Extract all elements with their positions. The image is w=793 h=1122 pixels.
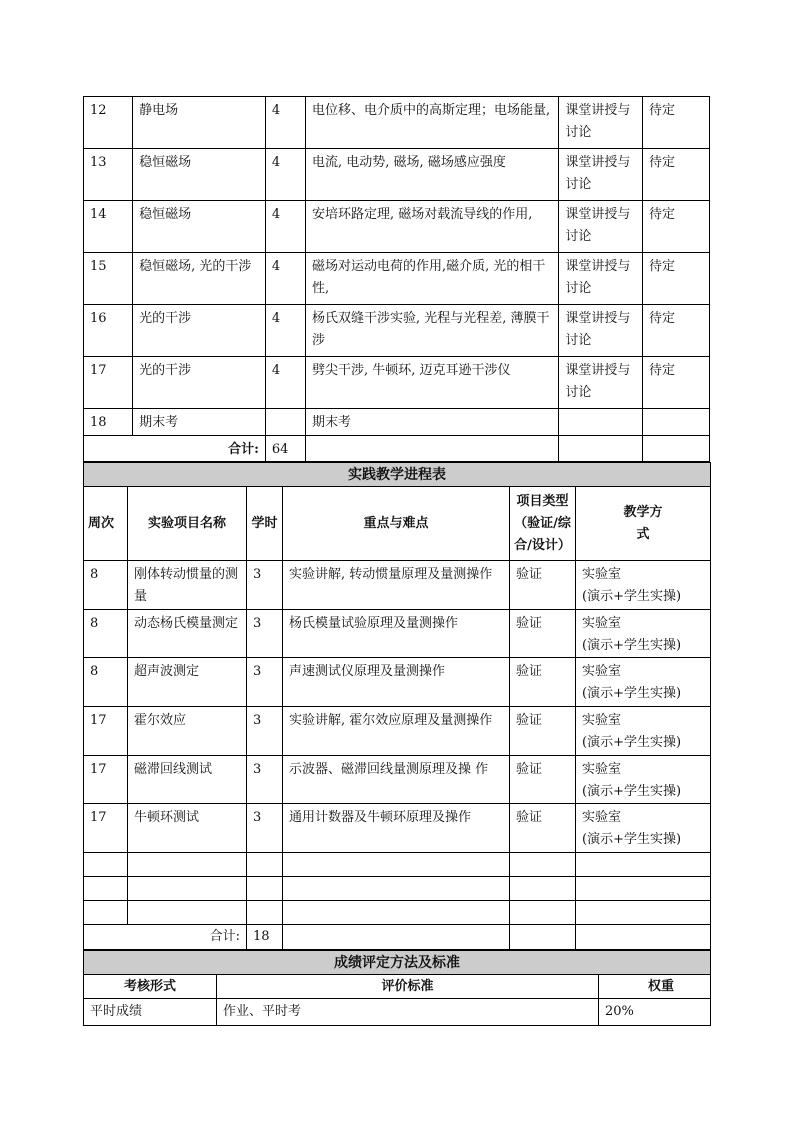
theory-row — [84, 409, 710, 436]
type-cell: 验证 — [510, 804, 576, 853]
practice-row — [84, 804, 711, 853]
week-cell: 15 — [84, 253, 133, 305]
practice-row — [84, 658, 711, 707]
topic-cell: 期末考 — [133, 409, 266, 436]
week-cell: 13 — [84, 149, 133, 201]
method-cell: 课堂讲授与讨论 — [559, 97, 643, 149]
practice-row — [84, 756, 711, 804]
method-line2: (演示+学生实操) — [582, 589, 682, 604]
remark-cell: 待定 — [643, 97, 710, 149]
practice-row — [84, 561, 711, 610]
header-focus: 重点与难点 — [283, 487, 510, 561]
header-hours: 学时 — [247, 487, 283, 561]
method-cell — [576, 804, 711, 853]
theory-row — [84, 357, 710, 409]
hours-cell: 3 — [247, 561, 283, 610]
week-cell: 8 — [84, 561, 128, 610]
week-cell: 17 — [84, 804, 128, 853]
form-cell: 平时成绩 — [84, 999, 217, 1026]
method-cell: 课堂讲授与讨论 — [559, 357, 643, 409]
header-name: 实验项目名称 — [128, 487, 247, 561]
grading-title: 成绩评定方法及标准 — [84, 951, 711, 975]
method-cell: 课堂讲授与讨论 — [559, 149, 643, 201]
experiment-name-cell: 磁滞回线测试 — [128, 756, 247, 804]
content-cell: 劈尖干涉, 牛顿环, 迈克耳逊干涉仪 — [306, 357, 559, 409]
method-cell: 课堂讲授与讨论 — [559, 201, 643, 253]
method-line1: 实验室 — [582, 616, 622, 631]
theory-total-label: 合计: — [84, 436, 266, 462]
method-line2: (演示+学生实操) — [582, 735, 682, 750]
week-cell: 17 — [84, 756, 128, 804]
method-line2: (演示+学生实操) — [582, 832, 682, 847]
week-cell: 17 — [84, 707, 128, 756]
focus-cell: 声速测试仪原理及量测操作 — [283, 658, 510, 707]
method-cell — [576, 756, 711, 804]
method-cell — [576, 658, 711, 707]
header-method: 教学方式 — [576, 487, 711, 561]
method-cell — [559, 409, 643, 436]
method-line1: 实验室 — [582, 810, 622, 825]
method-line2: (演示+学生实操) — [582, 638, 682, 653]
hours-cell: 3 — [247, 707, 283, 756]
focus-cell: 杨氏模量试验原理及量测操作 — [283, 610, 510, 658]
document-page — [83, 96, 710, 1026]
content-cell: 电流, 电动势, 磁场, 磁场感应强度 — [306, 149, 559, 201]
week-cell: 18 — [84, 409, 133, 436]
remark-cell: 待定 — [643, 357, 710, 409]
remark-cell — [643, 409, 710, 436]
header-week: 周次 — [84, 487, 128, 561]
grading-header-row — [84, 975, 711, 999]
hours-cell: 4 — [265, 253, 305, 305]
grading-row — [84, 999, 711, 1026]
practice-empty-row — [84, 877, 711, 901]
hours-cell: 4 — [265, 305, 305, 357]
type-cell: 验证 — [510, 561, 576, 610]
focus-cell: 实验讲解, 转动惯量原理及量测操作 — [283, 561, 510, 610]
practice-title: 实践教学进程表 — [84, 463, 711, 487]
content-cell: 期末考 — [306, 409, 559, 436]
method-line2: (演示+学生实操) — [582, 784, 682, 799]
week-cell: 8 — [84, 658, 128, 707]
content-cell: 安培环路定理, 磁场对载流导线的作用, — [306, 201, 559, 253]
week-cell: 14 — [84, 201, 133, 253]
remark-cell: 待定 — [643, 253, 710, 305]
theory-row — [84, 253, 710, 305]
method-line1: 实验室 — [582, 762, 622, 777]
hours-cell — [265, 409, 305, 436]
week-cell: 12 — [84, 97, 133, 149]
topic-cell: 光的干涉 — [133, 305, 266, 357]
practice-total-row — [84, 925, 711, 950]
topic-cell: 光的干涉 — [133, 357, 266, 409]
theory-schedule-table — [83, 96, 710, 462]
practice-header-row — [84, 487, 711, 561]
method-cell — [576, 610, 711, 658]
remark-cell: 待定 — [643, 201, 710, 253]
grading-title-row — [84, 951, 711, 975]
theory-row — [84, 97, 710, 149]
remark-cell: 待定 — [643, 149, 710, 201]
method-cell: 课堂讲授与讨论 — [559, 305, 643, 357]
week-cell: 17 — [84, 357, 133, 409]
grading-table — [83, 950, 711, 1026]
hours-cell: 3 — [247, 756, 283, 804]
hours-cell: 4 — [265, 97, 305, 149]
theory-total-row — [84, 436, 710, 462]
experiment-name-cell: 牛顿环测试 — [128, 804, 247, 853]
remark-cell: 待定 — [643, 305, 710, 357]
focus-cell: 示波器、磁滞回线量测原理及操 作 — [283, 756, 510, 804]
weight-cell: 20% — [599, 999, 711, 1026]
topic-cell: 静电场 — [133, 97, 266, 149]
experiment-name-cell: 刚体转动惯量的测量 — [128, 561, 247, 610]
header-type: 项目类型（验证/综合/设计） — [510, 487, 576, 561]
hours-cell: 4 — [265, 149, 305, 201]
grading-header-weight: 权重 — [599, 975, 711, 999]
practice-title-row — [84, 463, 711, 487]
topic-cell: 稳恒磁场, 光的干涉 — [133, 253, 266, 305]
hours-cell: 3 — [247, 658, 283, 707]
standard-cell: 作业、平时考 — [217, 999, 599, 1026]
practice-empty-row — [84, 901, 711, 925]
type-cell: 验证 — [510, 707, 576, 756]
practice-row — [84, 707, 711, 756]
method-cell — [576, 561, 711, 610]
experiment-name-cell: 超声波测定 — [128, 658, 247, 707]
method-line2: (演示+学生实操) — [582, 686, 682, 701]
method-line1: 实验室 — [582, 713, 622, 728]
type-cell: 验证 — [510, 756, 576, 804]
week-cell: 8 — [84, 610, 128, 658]
experiment-name-cell: 霍尔效应 — [128, 707, 247, 756]
grading-header-form: 考核形式 — [84, 975, 217, 999]
hours-cell: 4 — [265, 201, 305, 253]
type-cell: 验证 — [510, 658, 576, 707]
theory-row — [84, 149, 710, 201]
hours-cell: 3 — [247, 610, 283, 658]
hours-cell: 4 — [265, 357, 305, 409]
topic-cell: 稳恒磁场 — [133, 201, 266, 253]
week-cell: 16 — [84, 305, 133, 357]
method-line1: 实验室 — [582, 664, 622, 679]
hours-cell: 3 — [247, 804, 283, 853]
topic-cell: 稳恒磁场 — [133, 149, 266, 201]
theory-row — [84, 305, 710, 357]
type-cell: 验证 — [510, 610, 576, 658]
practice-empty-row — [84, 853, 711, 877]
focus-cell: 通用计数器及牛顿环原理及操作 — [283, 804, 510, 853]
practice-total-value: 18 — [247, 925, 283, 950]
grading-header-standard: 评价标准 — [217, 975, 599, 999]
content-cell: 杨氏双缝干涉实验, 光程与光程差, 薄膜干涉 — [306, 305, 559, 357]
method-line1: 实验室 — [582, 567, 622, 582]
content-cell: 电位移、电介质中的高斯定理；电场能量, — [306, 97, 559, 149]
method-cell: 课堂讲授与讨论 — [559, 253, 643, 305]
method-cell — [576, 707, 711, 756]
experiment-name-cell: 动态杨氏模量测定 — [128, 610, 247, 658]
focus-cell: 实验讲解, 霍尔效应原理及量测操作 — [283, 707, 510, 756]
practice-total-label: 合计: — [84, 925, 247, 950]
theory-total-value: 64 — [265, 436, 305, 462]
theory-row — [84, 201, 710, 253]
practice-schedule-table — [83, 462, 711, 950]
content-cell: 磁场对运动电荷的作用,磁介质, 光的相干 性, — [306, 253, 559, 305]
practice-row — [84, 610, 711, 658]
